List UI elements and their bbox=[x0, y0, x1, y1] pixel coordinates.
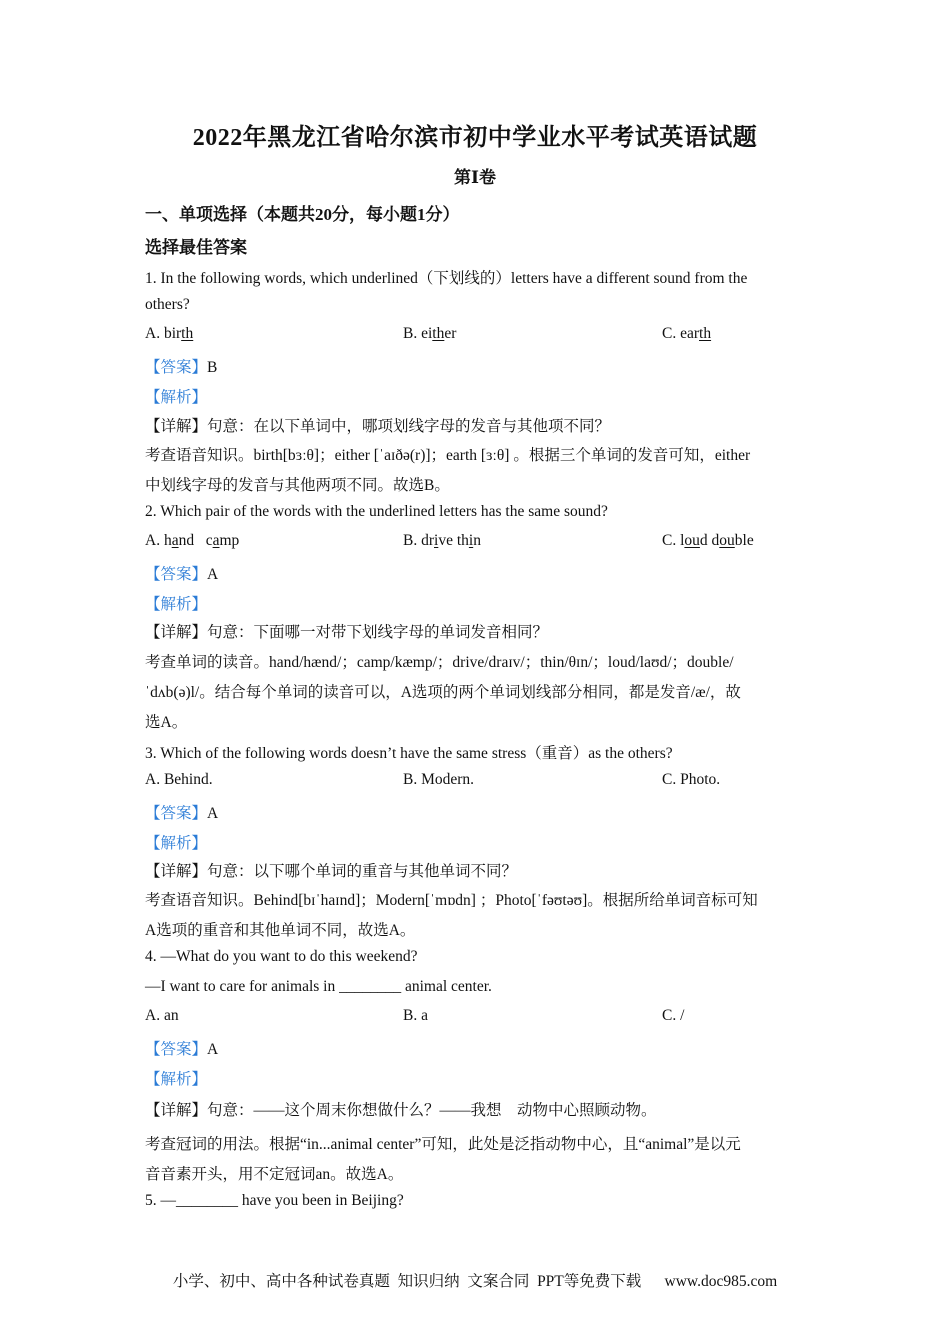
q3-option-a: A. Behind. bbox=[145, 771, 213, 788]
q2-option-a: A. hand camp bbox=[145, 532, 240, 549]
q2-detail: 【详解】句意：下面哪一对带下划线字母的单词发音相同？ bbox=[145, 624, 549, 641]
q1-option-c: C. earth bbox=[662, 325, 712, 342]
q3-option-b: B. Modern. bbox=[403, 771, 475, 788]
q4-analysis-label: 【解析】 bbox=[145, 1071, 208, 1088]
q1-explanation-2: 中划线字母的发音与其他两项不同。故选B。 bbox=[145, 477, 450, 494]
q2-analysis-label: 【解析】 bbox=[145, 596, 208, 613]
q4-stem-line-2: —I want to care for animals in ________ animal center. bbox=[145, 978, 492, 995]
q4-detail: 【详解】句意：——这个周末你想做什么？——我想 动物中心照顾动物。 bbox=[145, 1102, 657, 1119]
q3-option-c: C. Photo. bbox=[662, 771, 721, 788]
q2-explanation-1: 考查单词的读音。hand/hænd/；camp/kæmp/；drive/draɪv/；thin/θɪn/；loud/laʊd/；double/ bbox=[145, 654, 734, 671]
q1-stem-line-1: 1. In the following words, which underlined（下划线的）letters have a different sound from the bbox=[145, 270, 748, 287]
q1-explanation-1: 考查语音知识。birth[bɜːθ]；either [ˈaɪðə(r)]；earth [ɜːθ] 。根据三个单词的发音可知，either bbox=[145, 447, 751, 464]
q3-explanation-1: 考查语音知识。Behind[bɪˈhaɪnd]；Modern[ˈmɒdn] ；Photo[ˈfəʊtəʊ]。根据所给单词音标可知 bbox=[145, 892, 758, 909]
q3-stem: 3. Which of the following words doesn’t have the same stress（重音）as the others? bbox=[145, 745, 673, 762]
q4-explanation-2: 音音素开头，用不定冠词an。故选A。 bbox=[145, 1166, 404, 1183]
q2-option-c: C. loud double bbox=[662, 532, 754, 549]
q3-answer: 【答案】A bbox=[145, 805, 219, 822]
q3-explanation-2: A选项的重音和其他单词不同，故选A。 bbox=[145, 922, 416, 939]
section-heading: 一、单项选择（本题共20分，每小题1分） bbox=[145, 205, 460, 224]
q4-option-a: A. an bbox=[145, 1007, 179, 1024]
page-title: 2022年黑龙江省哈尔滨市初中学业水平考试英语试题 bbox=[192, 125, 758, 151]
q1-detail: 【详解】句意：在以下单词中，哪项划线字母的发音与其他项不同？ bbox=[145, 418, 611, 435]
q1-option-a: A. birth bbox=[145, 325, 194, 342]
q2-explanation-3: 选A。 bbox=[145, 714, 188, 731]
q4-stem-line-1: 4. —What do you want to do this weekend? bbox=[145, 948, 418, 965]
q1-analysis-label: 【解析】 bbox=[145, 389, 208, 406]
q2-answer: 【答案】A bbox=[145, 566, 219, 583]
q3-analysis-label: 【解析】 bbox=[145, 835, 208, 852]
q1-stem-line-2: others? bbox=[145, 296, 190, 313]
q3-detail: 【详解】句意：以下哪个单词的重音与其他单词不同？ bbox=[145, 863, 518, 880]
q4-answer: 【答案】A bbox=[145, 1041, 219, 1058]
q4-explanation-1: 考查冠词的用法。根据“in...animal center”可知，此处是泛指动物中心，且“animal”是以元 bbox=[145, 1136, 741, 1153]
volume-label: 第Ⅰ卷 bbox=[454, 168, 496, 187]
q2-option-b: B. drive thin bbox=[403, 532, 481, 549]
page-footer: 小学、初中、高中各种试卷真题 知识归纳 文案合同 PPT等免费下载 www.doc985.com bbox=[172, 1273, 778, 1290]
q4-option-c: C. / bbox=[662, 1007, 685, 1024]
q2-stem: 2. Which pair of the words with the underlined letters has the same sound? bbox=[145, 503, 608, 520]
q1-answer: 【答案】B bbox=[145, 359, 218, 376]
instruction: 选择最佳答案 bbox=[145, 238, 247, 257]
q5-stem: 5. —________ have you been in Beijing? bbox=[145, 1192, 404, 1209]
q1-option-b: B. either bbox=[403, 325, 457, 342]
q4-option-b: B. a bbox=[403, 1007, 428, 1024]
q2-explanation-2: ˈdʌb(ə)l/。结合每个单词的读音可以，A选项的两个单词划线部分相同，都是发音/æ/，故 bbox=[145, 684, 741, 701]
